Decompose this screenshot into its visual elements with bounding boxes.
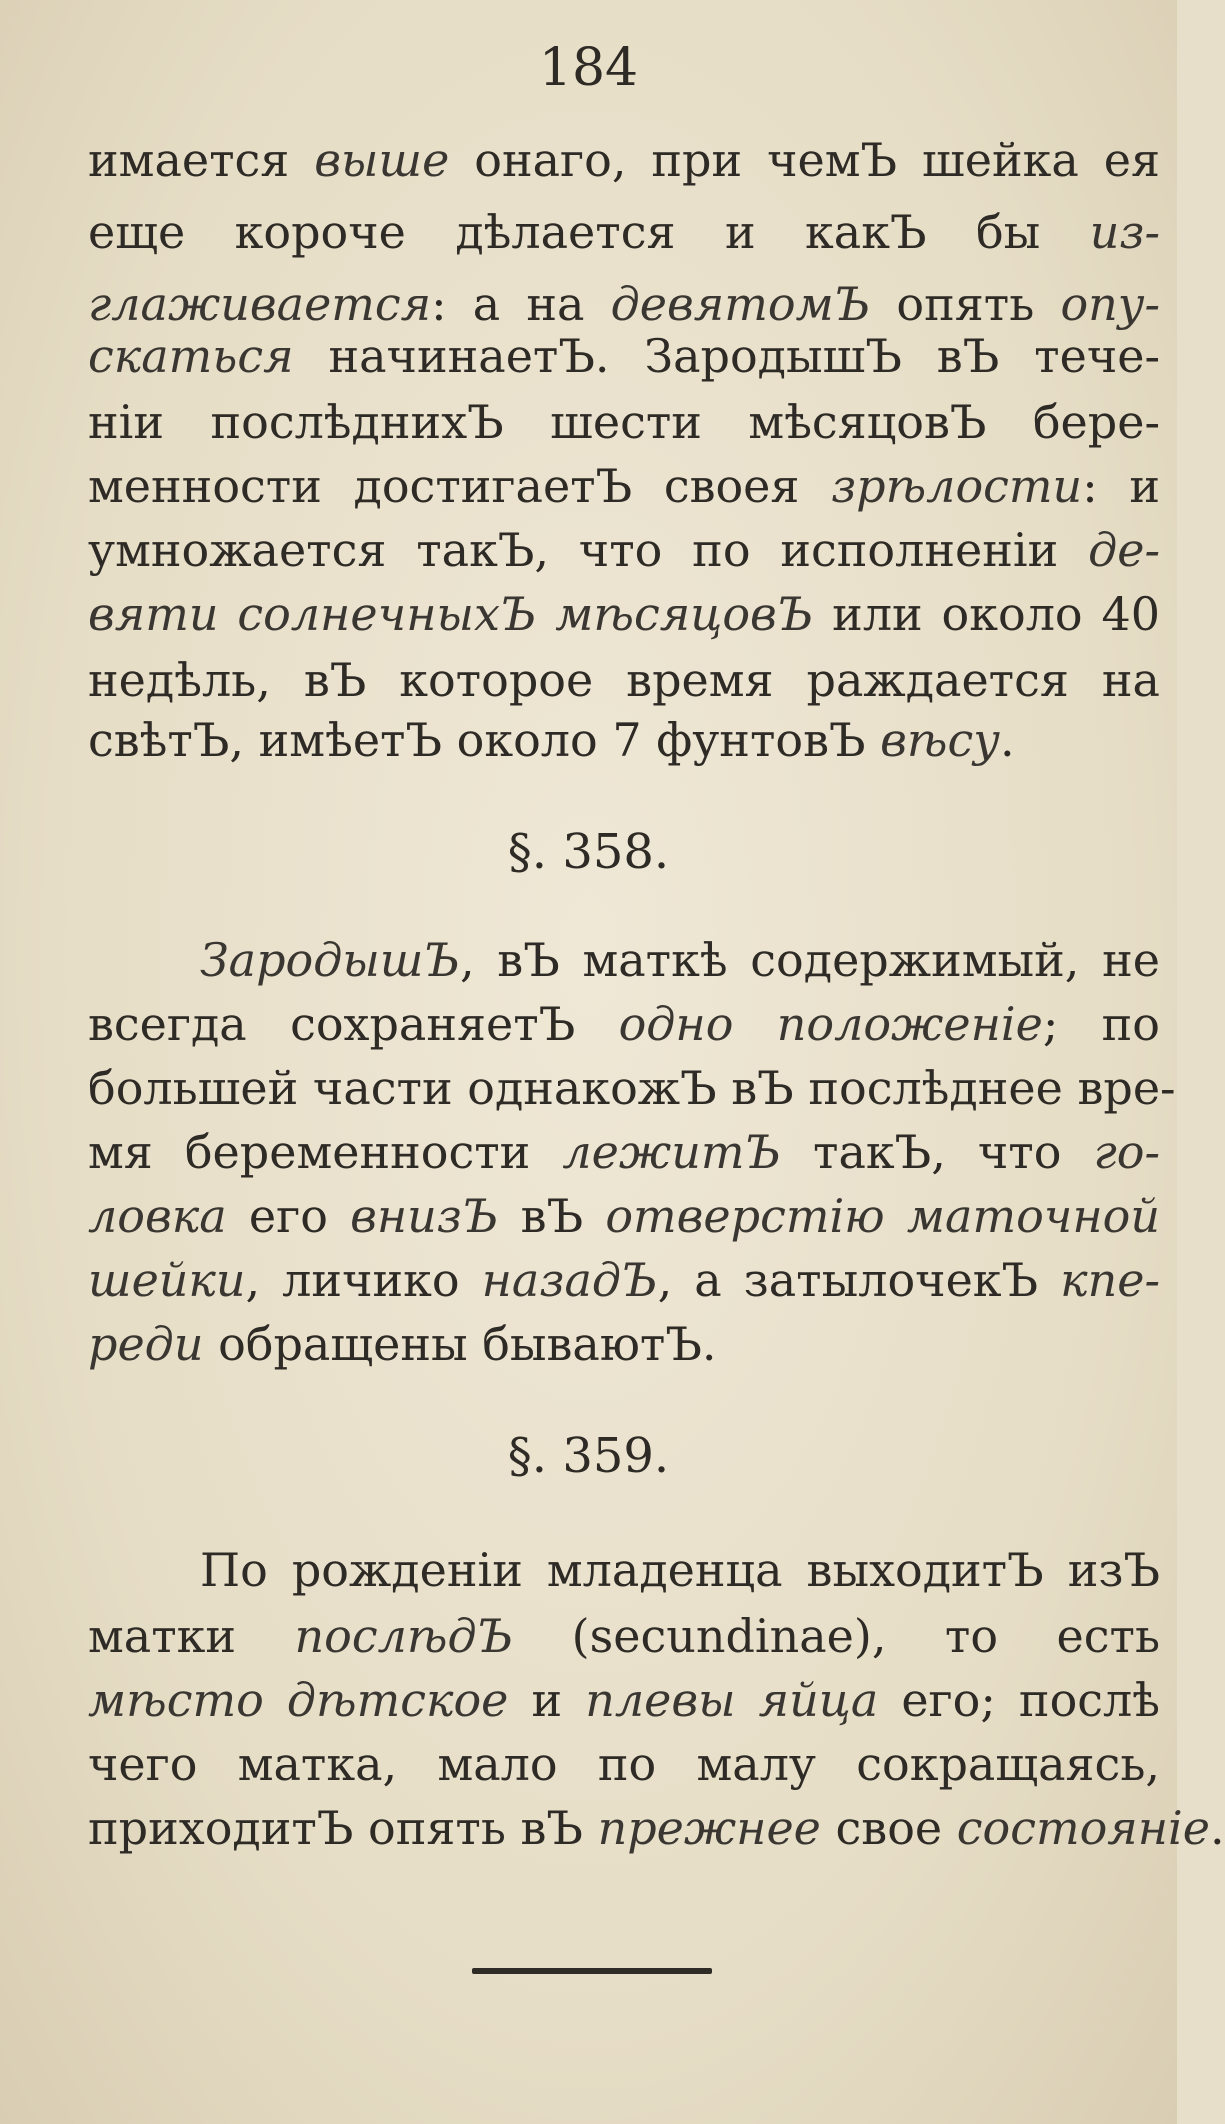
italic-term: из- [1089, 205, 1160, 259]
text-line: мя беременности лежитЪ такЪ, что го- [88, 1125, 1160, 1179]
section-heading-359: §. 359. [507, 1428, 670, 1484]
italic-term: одно положенiе [618, 997, 1043, 1051]
text-line: имается выше онаго, при чемЪ шейка ея [88, 133, 1160, 187]
italic-term: ЗародышЪ [200, 933, 460, 987]
italic-term: вѣсу [880, 713, 1000, 767]
italic-term: ловка [88, 1189, 227, 1243]
italic-term: го- [1093, 1125, 1160, 1179]
text-line: свѣтЪ, имѣетЪ около 7 фунтовЪ вѣсу. [88, 713, 1015, 767]
italic-term: глаживается [88, 277, 432, 331]
italic-term: реди [88, 1317, 204, 1371]
text-line: мѣсто дѣтское и плевы яйца его; послѣ [88, 1673, 1161, 1727]
text-line: шейки, личико назадЪ, а затылочекЪ кпе- [88, 1253, 1160, 1307]
italic-term: кпе- [1060, 1253, 1160, 1307]
italic-term: зрѣлости [831, 459, 1083, 513]
italic-term: мѣсто дѣтское [88, 1673, 509, 1727]
text-line: реди обращены бываютЪ. [88, 1317, 717, 1371]
italic-term: скаться [88, 329, 294, 383]
text-line: чего матка, мало по малу сокращаясь, [88, 1737, 1160, 1791]
italic-term: состоянiе [956, 1801, 1210, 1855]
closing-rule [472, 1968, 712, 1974]
text-line: умножается такЪ, что по исполненiи де- [88, 523, 1160, 577]
italic-term: девятомЪ [610, 277, 871, 331]
page-number: 184 [538, 38, 639, 98]
text-line: скаться начинаетЪ. ЗародышЪ вЪ тече- [88, 329, 1160, 383]
text-line: еще короче дѣлается и какЪ бы из- [88, 205, 1160, 259]
italic-term: лежитЪ [562, 1125, 781, 1179]
italic-term: послѣдЪ [294, 1609, 514, 1663]
italic-term: де- [1088, 523, 1160, 577]
text-line: приходитЪ опять вЪ прежнее свое состоянiе. [88, 1801, 1225, 1855]
text-line: большей части однакожЪ вЪ послѣднее вре- [88, 1061, 1176, 1115]
italic-term: назадЪ [481, 1253, 658, 1307]
italic-term: выше [314, 133, 450, 187]
text-line: недѣль, вЪ которое время раждается на [88, 653, 1160, 707]
text-line: матки послѣдЪ (secundinae), то есть [88, 1609, 1160, 1663]
text-line: нiи послѣднихЪ шести мѣсяцовЪ бере- [88, 395, 1160, 449]
text-line: По рожденiи младенца выходитЪ изЪ [200, 1543, 1160, 1597]
text-line: менности достигаетЪ своея зрѣлости: и [88, 459, 1160, 513]
italic-term: вяти солнечныхЪ мѣсяцовЪ [88, 587, 814, 641]
section-heading-358: §. 358. [507, 824, 670, 880]
text-line: ЗародышЪ, вЪ маткѣ содержимый, не [200, 933, 1160, 987]
italic-term: опу- [1060, 277, 1161, 331]
italic-term: отверстiю маточной [605, 1189, 1160, 1243]
text-line: всегда сохраняетЪ одно положенiе; по [88, 997, 1161, 1051]
text-line: глаживается: а на девятомЪ опять опу- [88, 277, 1161, 331]
italic-term: шейки [88, 1253, 246, 1307]
italic-term: внизЪ [350, 1189, 499, 1243]
italic-term: плевы яйца [585, 1673, 879, 1727]
text-line: вяти солнечныхЪ мѣсяцовЪ или около 40 [88, 587, 1160, 641]
text-line: ловка его внизЪ вЪ отверстiю маточной [88, 1189, 1160, 1243]
italic-term: прежнее [597, 1801, 821, 1855]
